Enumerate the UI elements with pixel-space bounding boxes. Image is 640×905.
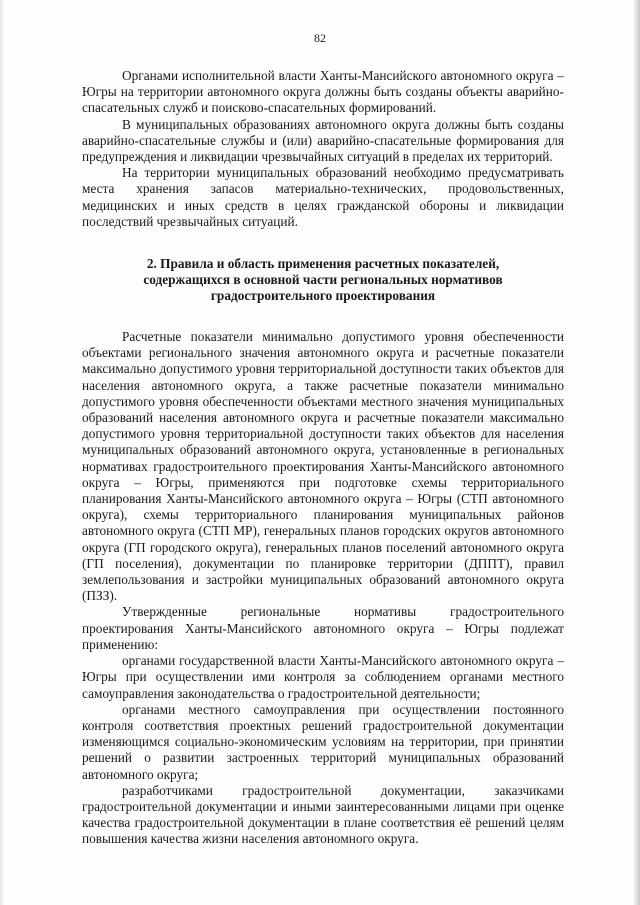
body-paragraph-4: органами местного самоуправления при осуществлении постоянного контроля соответствия проектных решений градостроительной документации изменяющимся социально-экономическим условиям на территории, при принятии решений о развитии застроенных территорий муниципальных образований автономного округа;	[82, 701, 564, 782]
body-paragraph-1: Расчетные показатели минимально допустимого уровня обеспеченности объектами регионального значения автономного округа и расчетные показатели максимально допустимого уровня территориальной доступности таких объектов для населения автономного округа, а также расчетные показатели минимально допустимого уровня обеспеченности объектами местного значения муниципальных образований населения автономного округа и расчетные показатели максимально допустимого уровня территориальной доступности таких объектов для населения муниципальных образований автономного округа, установленные в региональных нормативах градостроительного проектирования Ханты-Мансийского автономного округа – Югры, применяются при подготовке схемы территориального планирования Ханты-Мансийского автономного округа – Югры (СТП автономного округа), схемы территориального планирования муниципальных районов автономного округа (СТП МР), генеральных планов городских округов автономного округа (ГП городского округа), генеральных планов поселений автономного округа (ГП поселения), документации по планировке территории (ДППТ), правил землепользования и застройки муниципальных образований автономного округа (ПЗЗ).	[82, 329, 564, 604]
intro-paragraph-1: Органами исполнительной власти Ханты-Мансийского автономного округа – Югры на территории автономного округа должны быть созданы объекты аварийно-спасательных служб и поисково-спасательных формирований.	[82, 68, 564, 116]
page-number: 82	[314, 31, 326, 45]
intro-paragraph-2: В муниципальных образованиях автономного округа должны быть созданы аварийно-спасательные службы и (или) аварийно-спасательные формирования для предупреждения и ликвидации чрезвычайных ситуаций в пределах их территорий.	[82, 116, 564, 165]
body-paragraph-5: разработчиками градостроительной документации, заказчиками градостроительной документации и иными заинтересованными лицами при оценке качества градостроительной документации в плане соответствия её решений целям повышения качества жизни населения автономного округа.	[82, 782, 564, 847]
section-heading-line-1: 2. Правила и область применения расчетных показателей,	[146, 256, 500, 272]
intro-paragraph-3: На территории муниципальных образований необходимо предусматривать места хранения запасов материально-технических, продовольственных, медицинских и иных средств в целях гражданской обороны и ликвидации последствий чрезвычайных ситуаций.	[82, 165, 564, 229]
section-heading-line-2: содержащихся в основной части региональных нормативов	[143, 272, 503, 288]
body-paragraph-3: органами государственной власти Ханты-Мансийского автономного округа – Югры при осуществлении ими контроля за соблюдением органами местного самоуправления законодательства о градостроительной деятельности;	[82, 653, 564, 701]
section-heading-line-3: градостроительного проектирования	[210, 288, 436, 304]
page-content	[82, 68, 564, 848]
scan-right-edge	[634, 0, 640, 905]
section-heading	[82, 256, 564, 304]
scan-left-edge	[0, 0, 3, 905]
body-paragraph-2: Утвержденные региональные нормативы градостроительного проектирования Ханты-Мансийского автономного округа – Югры подлежат применению:	[82, 604, 564, 652]
